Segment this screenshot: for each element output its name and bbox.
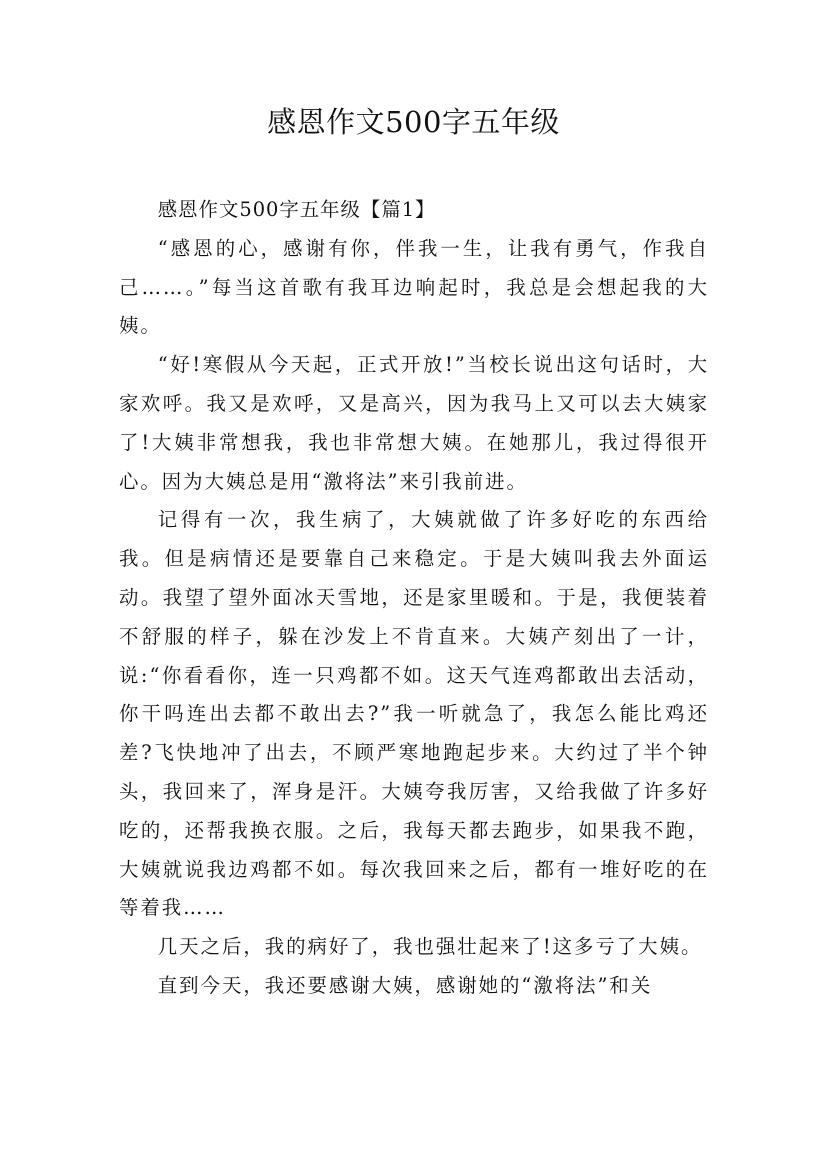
paragraph-5: 直到今天，我还要感谢大姨，感谢她的“激将法”和关 — [157, 973, 653, 997]
paragraph-2: “好!寒假从今天起，正式开放!”当校长说出这句话时，大家欢呼。我又是欢呼，又是高兴，因为我马上又可以去大姨家了!大姨非常想我，我也非常想大姨。在她那儿，我过得很开心。因为大姨总是用“激将法”来引我前进。 — [119, 353, 709, 493]
document-title: 感恩作文500字五年级 — [267, 105, 560, 139]
paragraph-1: “感恩的心，感谢有你，伴我一生，让我有勇气，作我自己……。”每当这首歌有我耳边响起时，我总是会想起我的大姨。 — [119, 236, 709, 338]
document-body — [119, 191, 709, 1006]
section-heading: 感恩作文500字五年级【篇1】 — [157, 198, 436, 221]
paragraph-3: 记得有一次，我生病了，大姨就做了许多好吃的东西给我。但是病情还是要靠自己来稳定。于是大姨叫我去外面运动。我望了望外面冰天雪地，还是家里暖和。于是，我便装着不舒服的样子，躲在沙发上不肯直来。大姨产刻出了一计，说:“你看看你，连一只鸡都不如。这天气连鸡都敢出去活动，你干吗连出去都不敢出去?”我一听就急了，我怎么能比鸡还差?飞快地冲了出去，不顾严寒地跑起步来。大约过了半个钟头，我回来了，浑身是汗。大姨夸我厉害，又给我做了许多好吃的，还帮我换衣服。之后，我每天都去跑步，如果我不跑，大姨就说我边鸡都不如。每次我回来之后，都有一堆好吃的在等着我…… — [119, 508, 709, 920]
paragraph-4: 几天之后，我的病好了，我也强壮起来了!这多亏了大姨。 — [157, 935, 703, 959]
